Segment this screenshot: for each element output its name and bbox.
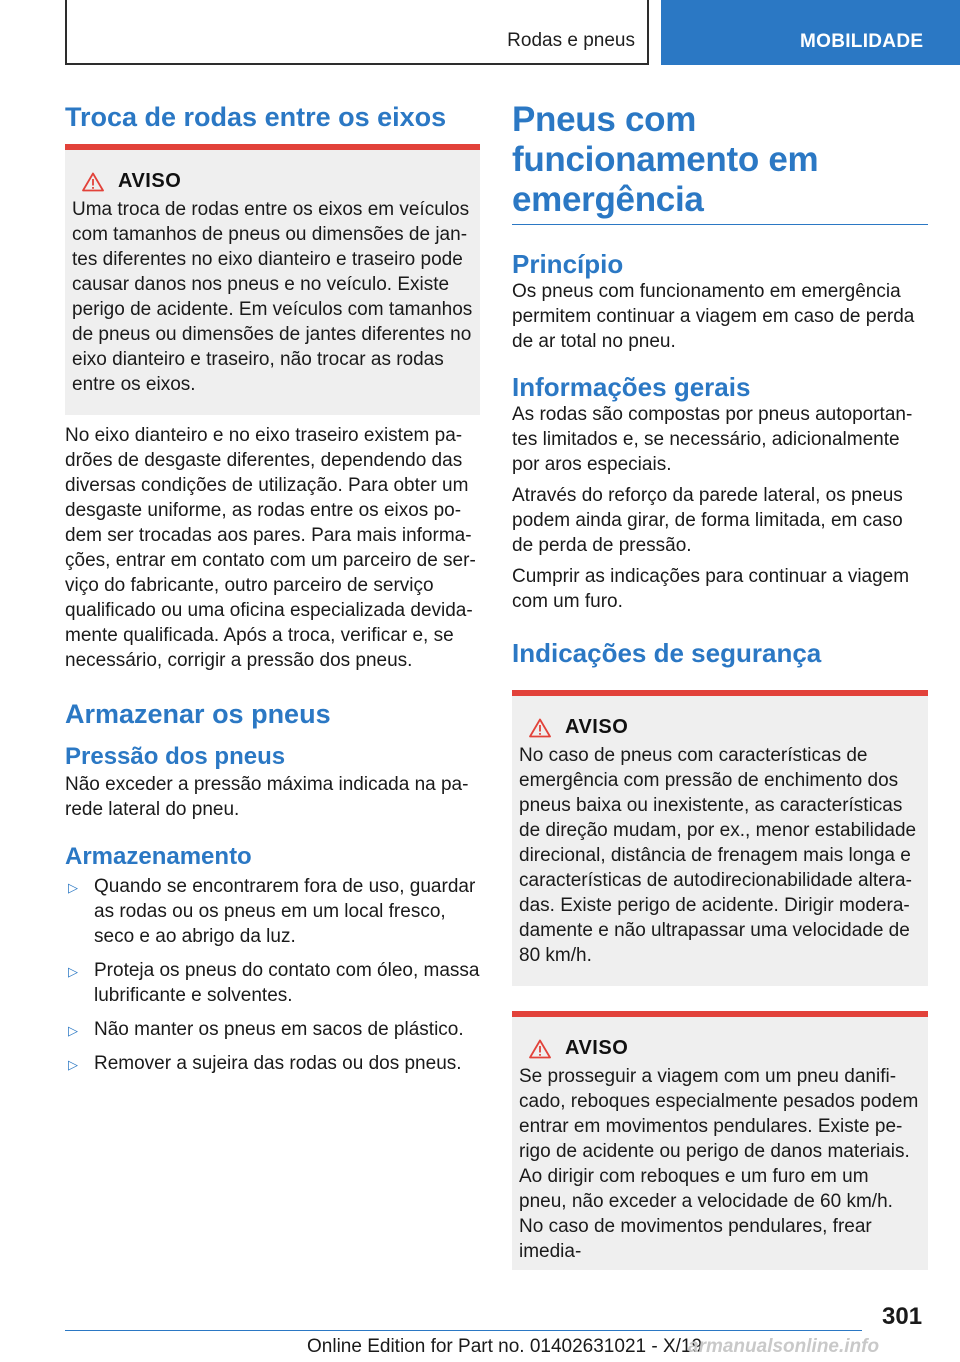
subsection-title-storage: Armazenamento [65,843,252,870]
warning-triangle-icon [82,172,104,192]
list-item: ▷ Quando se encontrarem fora de uso, guardar as rodas ou os pneus em um local fresco, seco e ao abrigo da luz. [68,876,476,947]
warning-text: No caso de pneus com características de emergência com pressão de enchimento dos pneus baixa ou inexistente, as características de direção mudam, por ex., menor estabilidade direcional, distância de frenagem mais longa e características de autodirecionabilidade alteradas. Existe perigo de acidente. Dirigir moderadamente e não ultrapassar uma velocidade de 80 km/h. [519,745,917,966]
warning-box-trailer [512,1011,928,1270]
header-frame [65,0,649,65]
header-section-title: Rodas e pneus [507,30,635,51]
subsection-title-safety: Indicações de segurança [512,638,822,668]
footer-edition-text: Online Edition for Part no. 01402631021 - X/19 [307,1336,703,1357]
triangle-bullet-icon: ▷ [68,1023,78,1038]
paragraph-general-2: Através do reforço da parede lateral, os pneus podem ainda girar, de forma limitada, em caso de perda de pressão. [512,485,903,556]
section-title-store-tires: Armazenar os pneus [65,699,331,729]
warning-triangle-icon [529,1039,551,1059]
header-chapter-title: MOBILIDADE [800,31,924,52]
right-column [512,100,928,1270]
warning-header [529,716,921,739]
left-column [65,100,480,1085]
page-number: 301 [882,1303,923,1330]
warning-label: AVISO [118,170,182,192]
watermark-text: armanualsonline.info [688,1336,880,1357]
warning-text: Uma troca de rodas entre os eixos em veículos com tamanhos de pneus ou dimensões de jantes diferentes no eixo dianteiro e traseiro pode causar danos nos pneus e no veículo. Existe perigo de acidente. Em veículos com tamanhos de pneus ou dimensões de jantes diferentes no eixo dianteiro e traseiro, não trocar as rodas entre os eixos. [72,199,473,395]
subsection-title-principle: Princípio [512,249,624,279]
subsection-title-general-info: Informações gerais [512,372,751,402]
warning-label: AVISO [565,1037,629,1059]
warning-triangle-icon [529,718,551,738]
warning-box-run-flat-handling [512,690,928,986]
chapter-title-block [512,100,928,225]
paragraph-principle: Os pneus com funcionamento em emergência permitem continuar a viagem em caso de perda de ar total no pneu. [512,281,915,352]
list-item: ▷ Não manter os pneus em sacos de plástico. [65,1017,480,1042]
paragraph-tire-pressure: Não exceder a pressão máxima indicada na parede lateral do pneu. [65,774,469,820]
warning-box-wheel-rotation [65,144,480,415]
list-item: ▷ Remover a sujeira das rodas ou dos pneus. [65,1051,480,1076]
list-item: ▷ Proteja os pneus do contato com óleo, massa lubrificante e solventes. [68,960,480,1006]
footer-rule [65,1330,862,1331]
warning-text: Se prosseguir a viagem com um pneu danificado, reboques especialmente pesados podem entrar em movimentos pendulares. Existe perigo de acidente ou perigo de danos materiais. Ao dirigir com reboques e um furo em um pneu, não exceder a velocidade de 60 km/h. No caso de movimentos pendulares, frear imedia- [519,1066,919,1262]
paragraph-general-1: As rodas são compostas por pneus autoportantes limitados e, se necessário, adicionalmente por aros especiais. [512,404,913,475]
triangle-bullet-icon: ▷ [68,880,78,895]
triangle-bullet-icon: ▷ [68,964,78,979]
triangle-bullet-icon: ▷ [68,1057,78,1072]
subsection-title-tire-pressure: Pressão dos pneus [65,743,286,770]
chapter-title-run-flat: Pneus com funcionamento em emergência [512,100,819,219]
paragraph-wear-patterns: No eixo dianteiro e no eixo traseiro existem padrões de desgaste diferentes, dependendo das diversas condições de utilização. Para obter um desgaste uniforme, as rodas entre os eixos podem ser trocadas aos pares. Para mais informações, entrar em contato com um parceiro de serviço do fabricante, outro parceiro de serviço qualificado ou uma oficina especializada devidamente qualificada. Após a troca, verificar e, se necessário, corrigir a pressão dos pneus. [65,425,476,671]
warning-label: AVISO [565,716,629,738]
paragraph-general-3: Cumprir as indicações para continuar a viagem com um furo. [512,566,910,612]
section-title-wheel-rotation: Troca de rodas entre os eixos [65,102,447,132]
warning-header [529,1037,921,1060]
storage-list [65,874,480,1076]
header-chapter-tab [661,0,960,65]
warning-header [82,170,473,193]
